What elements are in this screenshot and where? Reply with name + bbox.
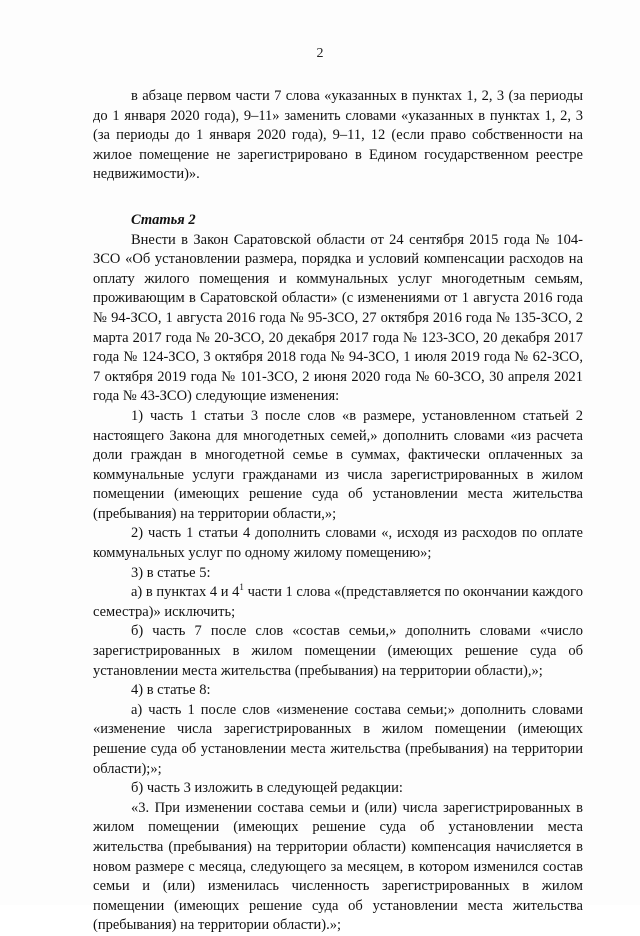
quoted-part-3: «3. При изменении состава семьи и (или) числа зарегистрированных в жилом помещении (имеющих решение суда об установлении места жительства (пребывания) на территории области) компенсация начисляется в новом размере с месяца, следующего за месяцем, в котором изменился состав семьи и (или) изменилась численность зарегистрированных в жилом помещении (имеющих решение суда об установлении места жительства (пребывания) на территории области).»; bbox=[93, 799, 583, 934]
item-2: 2) часть 1 статьи 4 дополнить словами «, исходя из расходов по оплате коммунальных услуг по одному жилому помещению»; bbox=[93, 525, 583, 562]
item-4a: а) часть 1 после слов «изменение состава семьи;» дополнить словами «изменение числа зарегистрированных в жилом помещении (имеющих решение суда об установлении места жительства (пребывания) на территории области);»; bbox=[93, 701, 583, 777]
item-4b: б) часть 3 изложить в следующей редакции: bbox=[131, 780, 403, 797]
item-3a-after: части 1 слова «(представляется по окончании каждого семестра)» исключить; bbox=[93, 584, 583, 620]
document-body bbox=[93, 87, 583, 936]
article-lead-paragraph: Внести в Закон Саратовской области от 24 сентября 2015 года № 104-ЗСО «Об установлении размера, порядка и условий компенсации расходов на оплату жилого помещения и коммунальных услуг многодетным семьям, проживающим в Саратовской области» (с изменениями от 1 августа 2016 года № 94-ЗСО, 1 августа 2016 года № 95-ЗСО, 27 октября 2016 года № 135-ЗСО, 2 марта 2017 года № 20-ЗСО, 20 декабря 2017 года № 123-ЗСО, 20 декабря 2017 года № 124-ЗСО, 3 октября 2018 года № 94-ЗСО, 1 июля 2019 года № 62-ЗСО, 7 октября 2019 года № 101-ЗСО, 2 июня 2020 года № 60-ЗСО, 30 апреля 2021 года № 43-ЗСО) следующие изменения: bbox=[93, 231, 583, 405]
item-4: 4) в статье 8: bbox=[131, 682, 211, 699]
page-number: 2 bbox=[316, 46, 324, 61]
item-3b: б) часть 7 после слов «состав семьи,» дополнить словами «число зарегистрированных в жилом помещении (имеющих решение суда об установлении места жительства (пребывания) на территории области),»; bbox=[93, 623, 583, 679]
article-heading: Статья 2 bbox=[131, 211, 196, 228]
item-3: 3) в статье 5: bbox=[131, 564, 211, 581]
item-3a-superscript: 1 bbox=[239, 582, 244, 593]
item-3a bbox=[93, 583, 583, 622]
item-1: 1) часть 1 статьи 3 после слов «в размере, установленном статьей 2 настоящего Закона для многодетных семей,» дополнить словами «из расчета доли граждан в многодетной семье в суммах, фактически оплаченных за коммунальные услуги гражданами из числа зарегистрированных в жилом помещении (имеющих решение суда об установлении места жительства (пребывания) на территории области,»; bbox=[93, 407, 583, 522]
item-3a-before: а) в пунктах 4 и 4 bbox=[131, 584, 240, 601]
intro-paragraph: в абзаце первом части 7 слова «указанных в пунктах 1, 2, 3 (за периоды до 1 января 2020 года), 9–11» заменить словами «указанных в пунктах 1, 2, 3 (за периоды до 1 января 2020 года), 9–11, 12 (если право собственности на жилое помещение не зарегистрировано в Едином государственном реестре недвижимости)». bbox=[93, 88, 583, 183]
